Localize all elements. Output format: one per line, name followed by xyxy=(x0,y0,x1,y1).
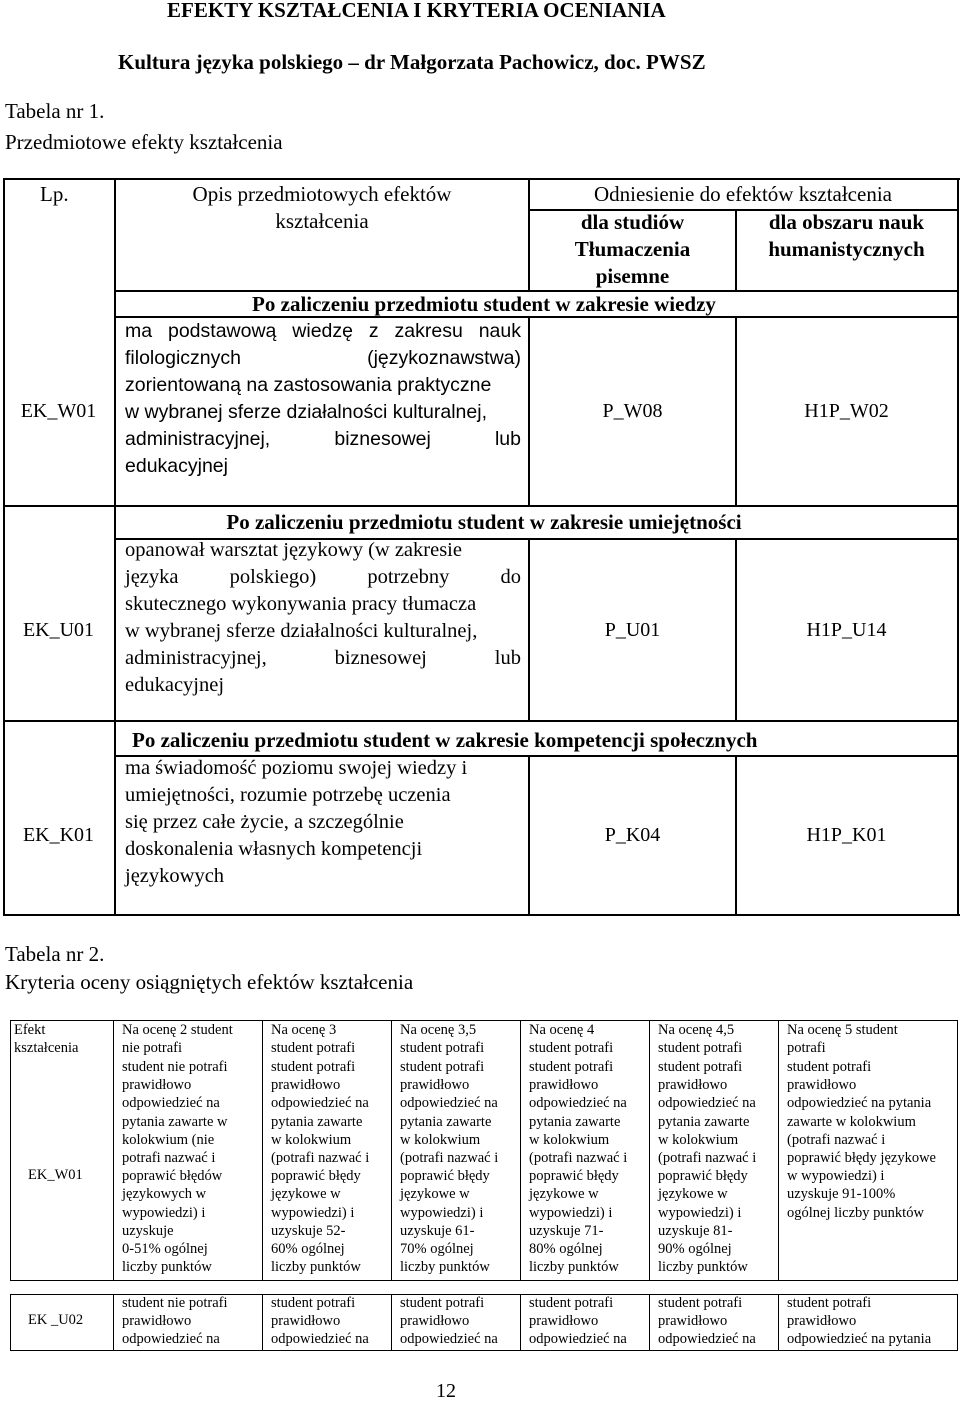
criteria-cell-ocena-3: student potrafi prawidłowo odpowiedzieć na xyxy=(271,1295,369,1348)
criteria-cell-ocena-4: student potrafi prawidłowo odpowiedzieć na pytania zawarte w kolokwium (potrafi nazwać i poprawić błędy językowe w wypowiedzi) i uzyskuje 71- 80% ogólnej liczby punktów xyxy=(529,1059,628,1276)
table1-number: Tabela nr 1. xyxy=(5,99,105,123)
header-lp: Lp. xyxy=(40,182,69,206)
effect-obszar-ref: H1P_W02 xyxy=(804,400,889,422)
criteria-header-ocena-3: Na ocenę 3 student potrafi xyxy=(271,1022,356,1057)
section-heading-kompetencje: Po zaliczeniu przedmiotu student w zakresie kompetencji społecznych xyxy=(132,728,758,752)
criteria-row-code: EK _U02 xyxy=(28,1312,84,1328)
criteria-cell-ocena-3-5: student potrafi prawidłowo odpowiedzieć na xyxy=(400,1295,498,1348)
header-odniesienie: Odniesienie do efektów kształcenia xyxy=(594,182,892,206)
criteria-header-ocena-3-5: Na ocenę 3,5 student potrafi xyxy=(400,1022,485,1057)
criteria-cell-ocena-4-5: student potrafi prawidłowo odpowiedzieć na xyxy=(658,1295,756,1348)
header-dla-studiow: dla studiów Tłumaczenia pisemne xyxy=(574,210,691,288)
effect-obszar-ref: H1P_U14 xyxy=(806,619,887,641)
section-heading-umiejetnosci: Po zaliczeniu przedmiotu student w zakresie umiejętności xyxy=(226,510,742,534)
effect-description: ma podstawową wiedzę z zakresu nauk filologicznych (językoznawstwa) zorientowaną na zastosowania praktyczne w wybranej sferze działalności kulturalnej, administracyjnej, biznesowej lub edukacyjnej xyxy=(125,320,521,477)
criteria-cell-ocena-2: student nie potrafi prawidłowo odpowiedzieć na pytania zawarte w kolokwium (nie potrafi nazwać i poprawić błędów językowych w wypowiedzi) i uzyskuje 0-51% ogólnej liczby punktów xyxy=(122,1059,228,1276)
criteria-cell-ocena-3-5: student potrafi prawidłowo odpowiedzieć na pytania zawarte w kolokwium (potrafi nazwać i poprawić błędy językowe w wypowiedzi) i uzyskuje 61- 70% ogólnej liczby punktów xyxy=(400,1059,499,1276)
criteria-header-efekt: Efekt kształcenia xyxy=(14,1022,79,1057)
table2-number: Tabela nr 2. xyxy=(5,942,105,966)
table1-caption: Przedmiotowe efekty kształcenia xyxy=(5,130,283,154)
criteria-cell-ocena-5: student potrafi prawidłowo odpowiedzieć na pytania xyxy=(787,1295,932,1348)
document-title: EFEKTY KSZTAŁCENIA I KRYTERIA OCENIANIA xyxy=(167,0,666,22)
criteria-cell-ocena-3: student potrafi prawidłowo odpowiedzieć na pytania zawarte w kolokwium (potrafi nazwać i poprawić błędy językowe w wypowiedzi) i uzyskuje 52- 60% ogólnej liczby punktów xyxy=(271,1059,370,1276)
header-dla-obszaru: dla obszaru nauk humanistycznych xyxy=(768,210,925,261)
effect-description: opanował warsztat językowy (w zakresie języka polskiego) potrzebny do skutecznego wykonywania pracy tłumacza w wybranej sferze działalności kulturalnej, administracyjnej, biznesowej lub edukacyjnej xyxy=(125,539,521,696)
section-heading-wiedza: Po zaliczeniu przedmiotu student w zakresie wiedzy xyxy=(252,292,716,316)
effect-code: EK_U01 xyxy=(22,619,95,641)
criteria-cell-ocena-2: student nie potrafi prawidłowo odpowiedzieć na xyxy=(122,1295,228,1348)
effect-studia-ref: P_K04 xyxy=(604,824,661,846)
page-number: 12 xyxy=(436,1380,456,1402)
effect-obszar-ref: H1P_K01 xyxy=(806,824,887,846)
effect-studia-ref: P_W08 xyxy=(602,400,663,422)
criteria-cell-ocena-4-5: student potrafi prawidłowo odpowiedzieć na pytania zawarte w kolokwium (potrafi nazwać i poprawić błędy językowe w wypowiedzi) i uzyskuje 81- 90% ogólnej liczby punktów xyxy=(658,1059,757,1276)
effect-studia-ref: P_U01 xyxy=(604,619,661,641)
criteria-cell-ocena-4: student potrafi prawidłowo odpowiedzieć na xyxy=(529,1295,627,1348)
criteria-row-code: EK_W01 xyxy=(28,1167,83,1183)
criteria-header-ocena-5: Na ocenę 5 student potrafi xyxy=(787,1022,898,1057)
effect-code: EK_W01 xyxy=(20,400,97,422)
effect-description: ma świadomość poziomu swojej wiedzy i umiejętności, rozumie potrzebę uczenia się przez całe życie, a szczególnie doskonalenia własnych kompetencji językowych xyxy=(125,757,468,887)
header-opis: Opis przedmiotowych efektów kształcenia xyxy=(192,182,452,233)
document-subtitle: Kultura języka polskiego – dr Małgorzata Pachowicz, doc. PWSZ xyxy=(118,50,706,74)
criteria-header-ocena-4-5: Na ocenę 4,5 student potrafi xyxy=(658,1022,743,1057)
criteria-header-ocena-2: Na ocenę 2 student nie potrafi xyxy=(122,1022,233,1057)
criteria-cell-ocena-5: student potrafi prawidłowo odpowiedzieć na pytania zawarte w kolokwium (potrafi nazwać i poprawić błędy językowe w wypowiedzi) i uzyskuje 91-100% ogólnej liczby punktów xyxy=(787,1059,936,1221)
table2-caption: Kryteria oceny osiągniętych efektów kształcenia xyxy=(5,970,414,994)
effect-code: EK_K01 xyxy=(22,824,95,846)
criteria-header-ocena-4: Na ocenę 4 student potrafi xyxy=(529,1022,614,1057)
